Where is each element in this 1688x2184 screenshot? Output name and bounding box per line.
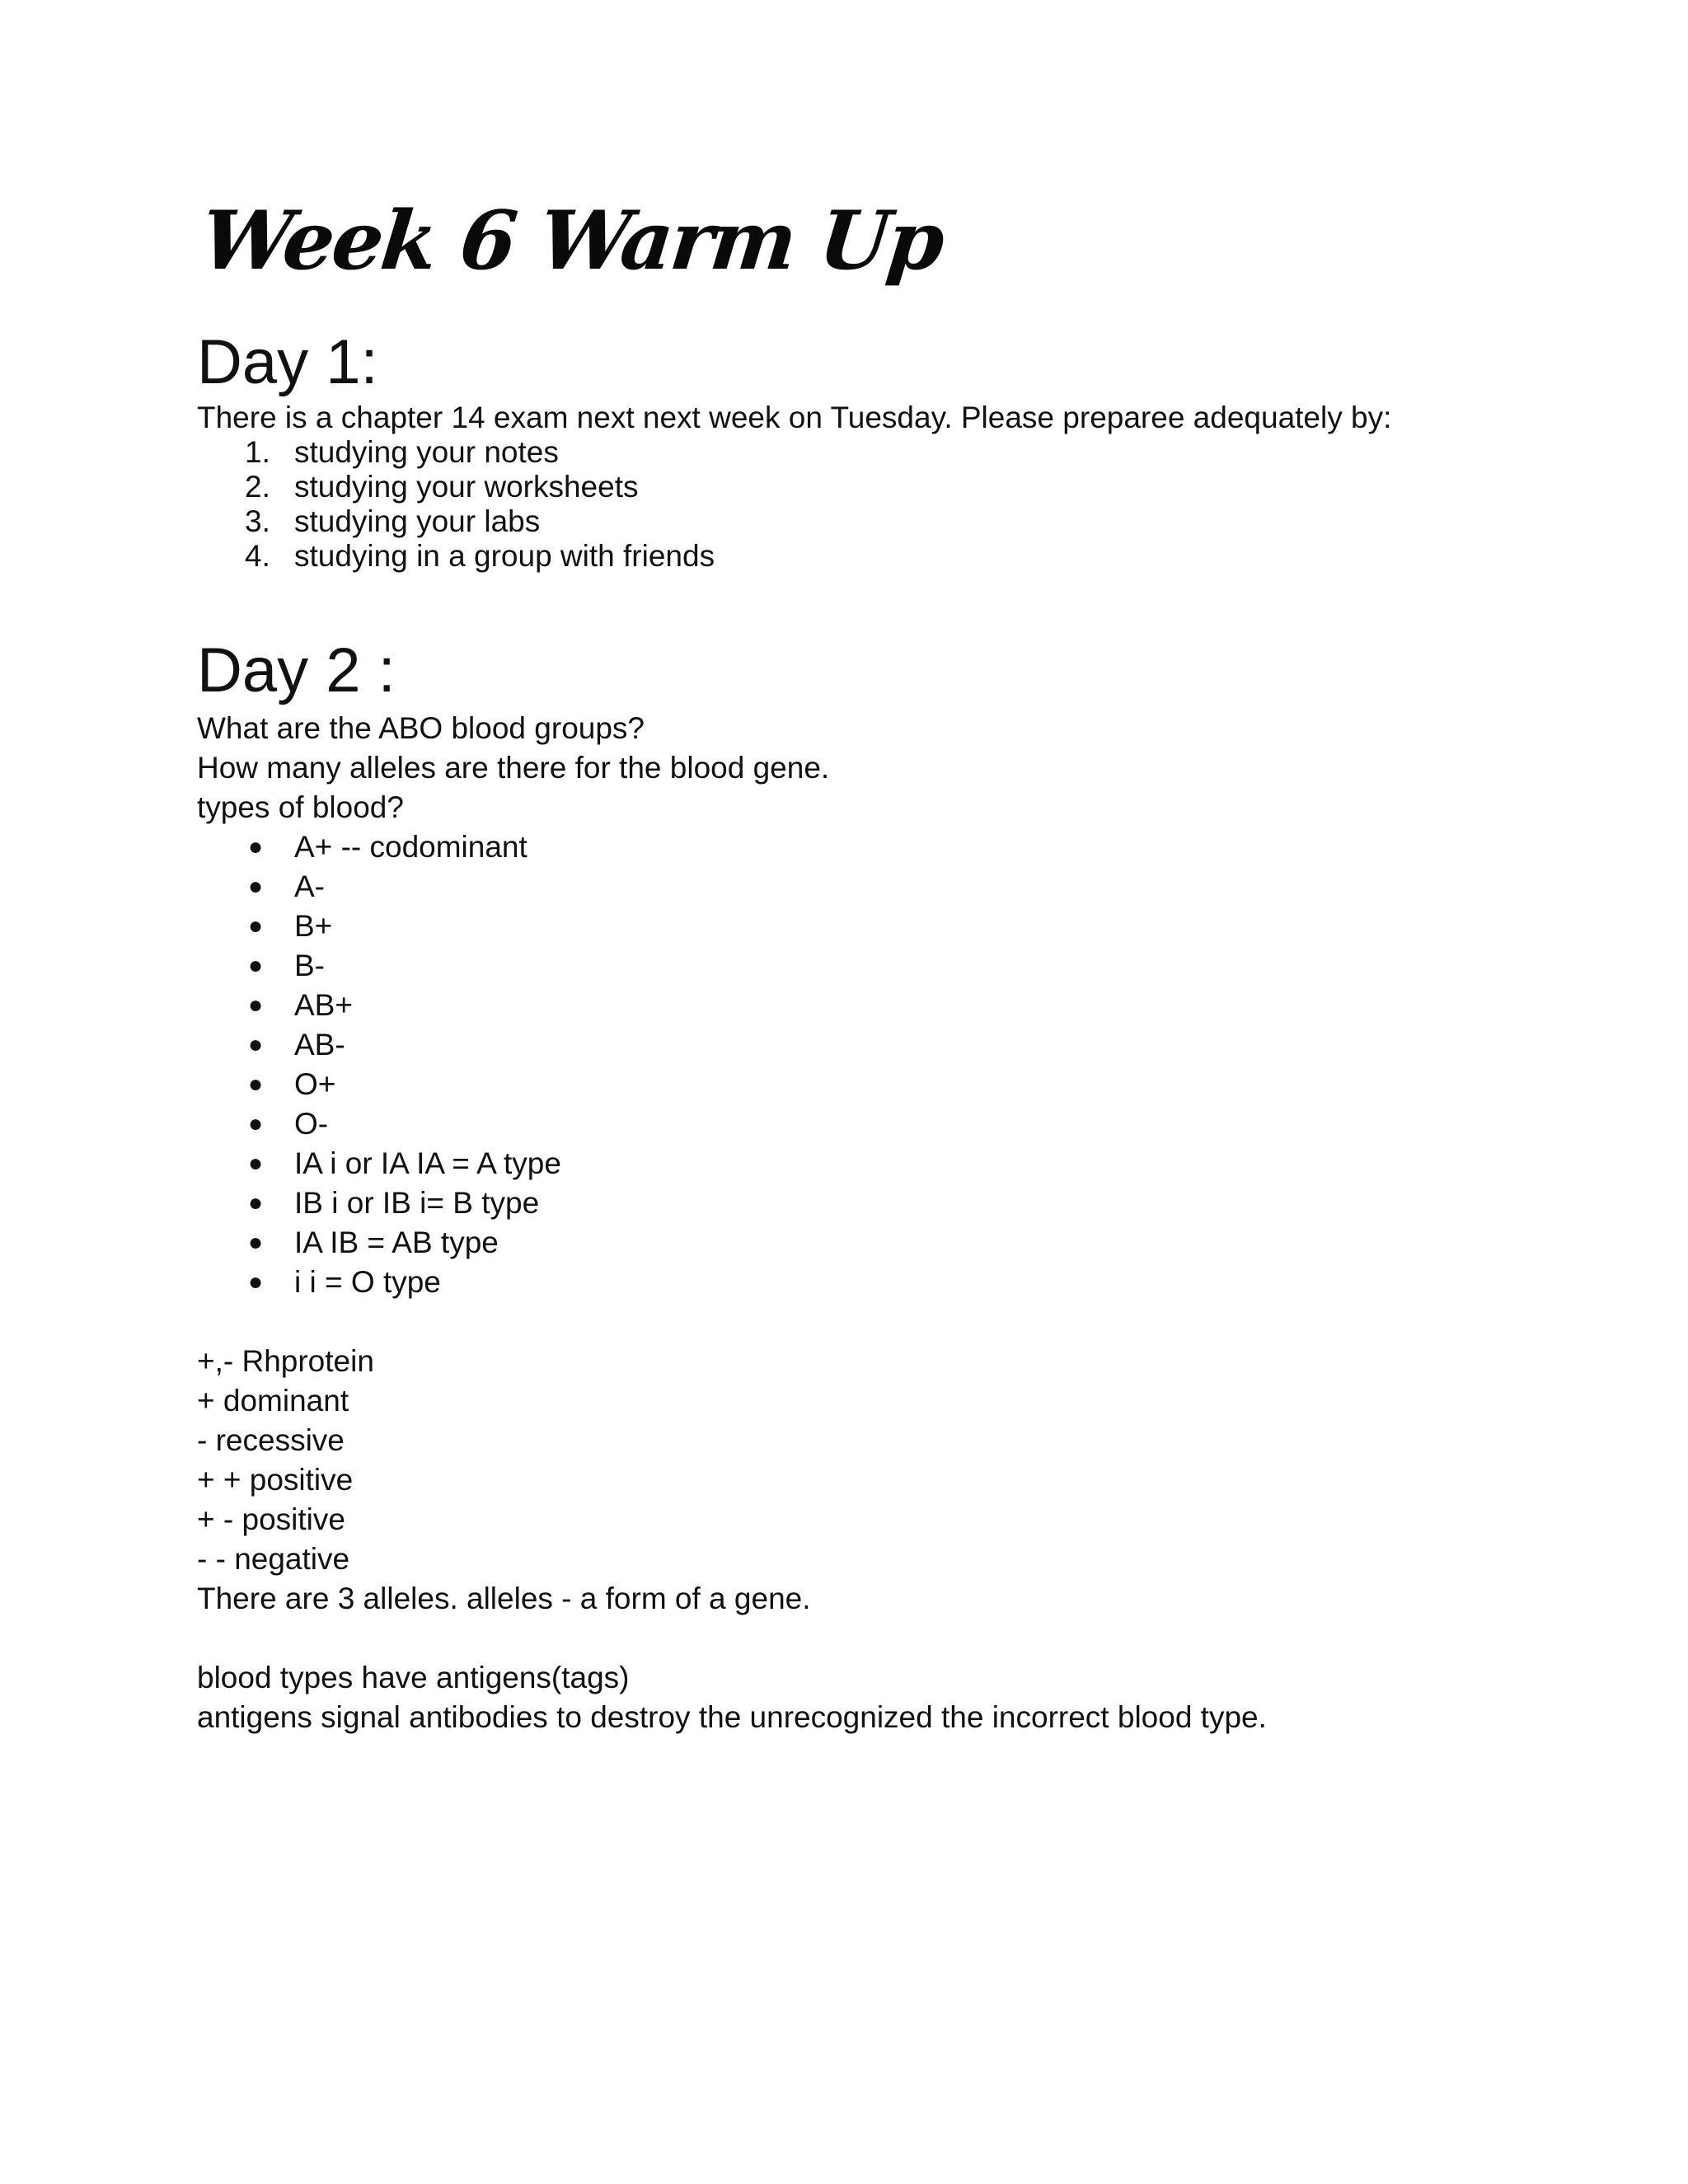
list-item-text: B- (294, 949, 325, 982)
day-2-section (197, 633, 1267, 1737)
list-item (197, 986, 1267, 1025)
list-number: 3. (245, 504, 270, 538)
list-number: 2. (245, 470, 270, 504)
list-item (197, 1263, 1267, 1302)
alleles-line: There are 3 alleles. alleles - a form of a gene. (197, 1582, 811, 1615)
list-item (197, 867, 1267, 907)
bullet-icon: ● (248, 1110, 264, 1137)
bullet-icon: ● (248, 873, 264, 900)
list-item-text: i i = O type (294, 1265, 441, 1299)
list-item (197, 435, 1391, 470)
bullet-icon: ● (248, 1229, 264, 1256)
question-line: What are the ABO blood groups? (197, 711, 645, 745)
list-item-text: AB+ (294, 988, 353, 1022)
list-item (197, 907, 1267, 946)
list-item (197, 827, 1267, 867)
blood-types-list (197, 827, 1267, 1302)
list-item-text: A- (294, 869, 325, 903)
antigen-line: blood types have antigens(tags) (197, 1661, 630, 1694)
list-item (197, 1223, 1267, 1263)
day-1-section (197, 325, 1391, 574)
list-item (197, 1144, 1267, 1183)
day-1-intro: There is a chapter 14 exam next next week on Tuesday. Please preparee adequately by: (197, 401, 1392, 434)
list-item (197, 1104, 1267, 1144)
bullet-icon: ● (248, 833, 264, 860)
list-item (197, 470, 1391, 504)
list-number: 1. (245, 435, 270, 469)
list-item (197, 539, 1391, 574)
rh-line: +,- Rhprotein (197, 1344, 374, 1378)
bullet-icon: ● (248, 991, 264, 1019)
blank-line (197, 1302, 1267, 1342)
question-line: types of blood? (197, 790, 404, 824)
rh-line: + dominant (197, 1384, 349, 1418)
day-2-heading: Day 2 : (197, 635, 396, 705)
list-item-text: AB- (294, 1028, 345, 1062)
list-item-text: studying your labs (294, 504, 541, 538)
list-item (197, 1025, 1267, 1065)
list-item-text: IA IB = AB type (294, 1226, 499, 1259)
page-title: Week 6 Warm Up (196, 194, 947, 288)
list-number: 4. (245, 539, 270, 573)
bullet-icon: ● (248, 952, 264, 979)
blank-line (197, 1619, 1267, 1658)
bullet-icon: ● (248, 1189, 264, 1216)
list-item-text: O- (294, 1107, 329, 1141)
list-item-text: O+ (294, 1067, 336, 1101)
list-item-text: studying in a group with friends (294, 539, 715, 573)
list-item (197, 1183, 1267, 1223)
list-item (197, 1065, 1267, 1104)
list-item-text: studying your notes (294, 435, 559, 469)
list-item-text: B+ (294, 909, 333, 943)
question-line: How many alleles are there for the blood gene. (197, 751, 830, 785)
antigen-line: antigens signal antibodies to destroy the unrecognized the incorrect blood type. (197, 1700, 1267, 1734)
bullet-icon: ● (248, 912, 264, 940)
rh-line: + - positive (197, 1502, 345, 1536)
bullet-icon: ● (248, 1150, 264, 1177)
bullet-icon: ● (248, 1031, 264, 1058)
list-item-text: IB i or IB i= B type (294, 1186, 540, 1220)
rh-line: - recessive (197, 1423, 345, 1457)
bullet-icon: ● (248, 1268, 264, 1296)
list-item (197, 504, 1391, 539)
bullet-icon: ● (248, 1071, 264, 1098)
study-list (197, 435, 1391, 574)
list-item (197, 946, 1267, 986)
rh-line: + + positive (197, 1463, 354, 1497)
list-item-text: studying your worksheets (294, 470, 639, 504)
list-item-text: A+ -- codominant (294, 830, 528, 864)
day-1-heading: Day 1: (197, 327, 378, 397)
rh-line: - - negative (197, 1542, 350, 1576)
list-item-text: IA i or IA IA = A type (294, 1146, 561, 1180)
